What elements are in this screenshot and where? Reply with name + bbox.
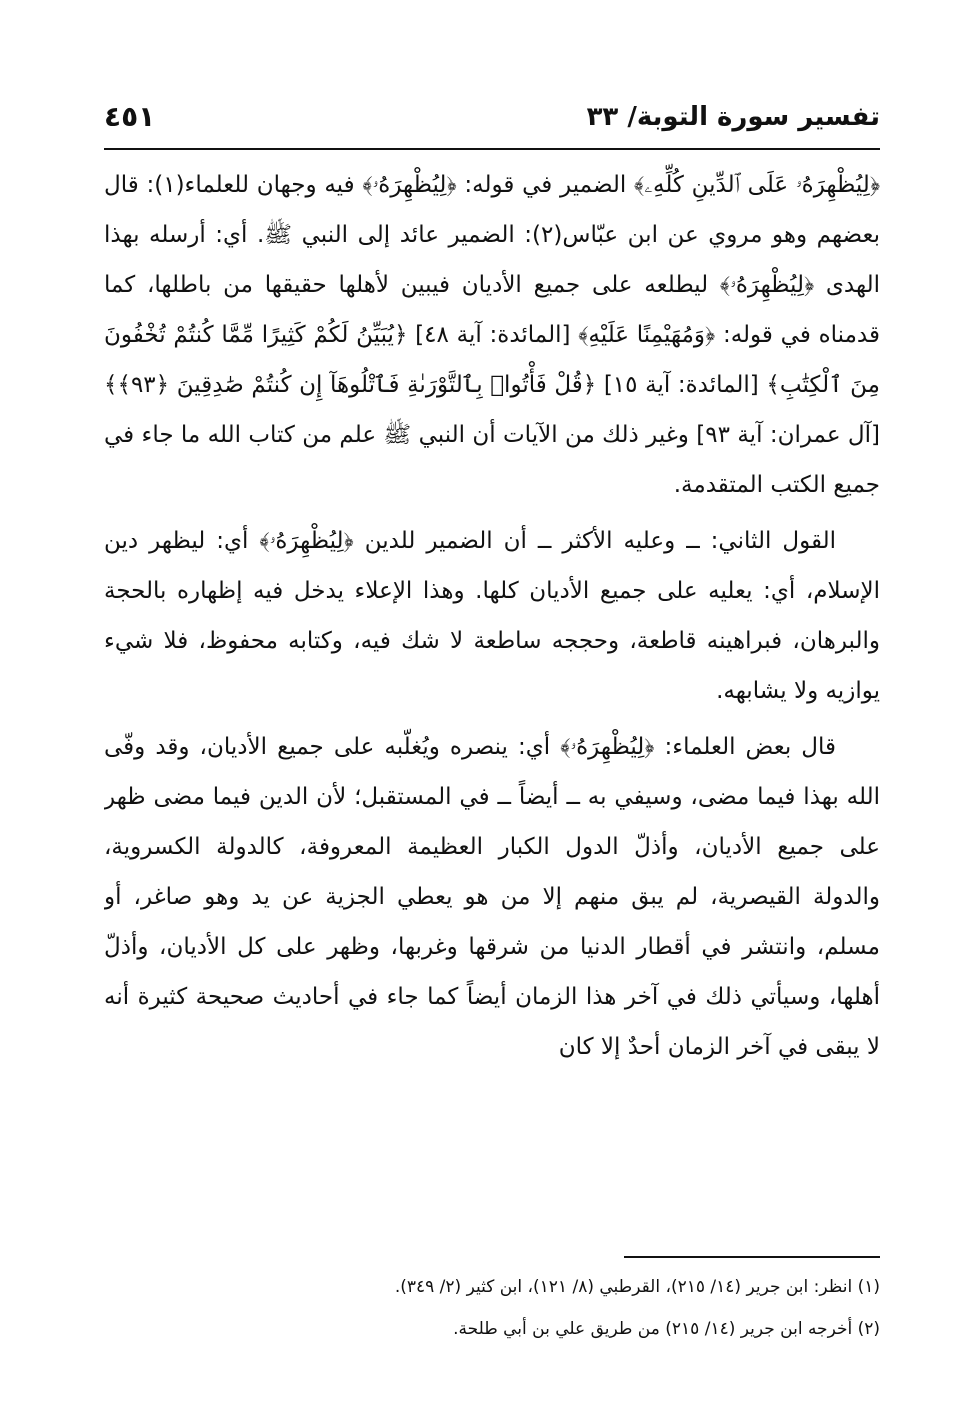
paragraph-3: قال بعض العلماء: ﴿لِيُظْهِرَهُۥ﴾ أي: ينصره ويُغلّبه على جميع الأديان، وقد وفّى الله بهذا فيما مضى، وسيفي به ــ أيضاً ــ في المستقبل؛ لأن الدين فيما مضى ظهر على جميع الأديان، وأذلّ الدول الكبار العظيمة المعروفة، كالدولة الكسروية، والدولة القيصرية، لم يبق منهم إلا من هو يعطي الجزية عن يد وهو صاغر، أو مسلم، وانتشر في أقطار الدنيا من شرقها وغربها، وظهر على كل الأديان، وأذلّ أهلها، وسيأتي ذلك في آخر هذا الزمان أيضاً كما جاء في أحاديث صحيحة كثيرة أنه لا يبقى في آخر الزمان أحدٌ إلا كان — [104, 734, 880, 1060]
paragraph-2: القول الثاني: ــ وعليه الأكثر ــ أن الضمير للدين ﴿لِيُظْهِرَهُۥ﴾ أي: ليظهر دين الإسلام، أي: يعليه على جميع الأديان كلها. وهذا الإعلاء يدخل فيه إظهاره بالحجة والبرهان، فبراهينه قاطعة، وحججه ساطعة لا شك فيه، وكتابه محفوظ، فلا شيء يوازيه ولا يشابهه. — [104, 528, 880, 704]
paragraph-1: ﴿لِيُظْهِرَهُۥ عَلَى ٱلدِّينِ كُلِّهِۦ﴾ الضمير في قوله: ﴿لِيُظْهِرَهُۥ﴾ فيه وجهان للعلماء(١): قال بعضهم وهو مروي عن ابن عبّاس(٢): الضمير عائد إلى النبي ﷺ. أي: أرسله بهذا الهدى ﴿لِيُظْهِرَهُۥ﴾ ليطلعه على جميع الأديان فيبين لأهلها حقيقها من باطلها، كما قدمناه في قوله: ﴿وَمُهَيْمِنًا عَلَيْهِ﴾ [المائدة: آية ٤٨] ﴿يُبَيِّنُ لَكُمْ كَثِيرًا مِّمَّا كُنتُمْ تُخْفُونَ مِنَ ٱلْكِتَٰبِ﴾ [المائدة: آية ١٥] ﴿قُلْ فَأْتُوا۟ بِٱلتَّوْرَىٰةِ فَٱتْلُوهَآ إِن كُنتُمْ صَٰدِقِينَ ﴿٩٣﴾﴾ [آل عمران: آية ٩٣] وغير ذلك من الآيات أن النبي ﷺ علم من كتاب الله ما جاء في جميع الكتب المتقدمة. — [104, 172, 880, 498]
footnote-divider — [624, 1256, 880, 1258]
header-divider — [104, 148, 880, 150]
footnote-2: (٢) أخرجه ابن جرير (١٤/ ٢١٥) من طريق علي بن أبي طلحة. — [453, 1319, 880, 1339]
footnote-1: (١) انظر: ابن جرير (١٤/ ٢١٥)، القرطبي (٨/ ١٢١)، ابن كثير (٢/ ٣٤٩). — [394, 1277, 880, 1297]
running-title: تفسير سورة التوبة/ ٣٣ — [586, 102, 880, 132]
footnotes — [104, 1266, 880, 1366]
main-text — [104, 160, 880, 1250]
page-number: ٤٥١ — [104, 100, 156, 133]
page-header — [104, 96, 880, 142]
